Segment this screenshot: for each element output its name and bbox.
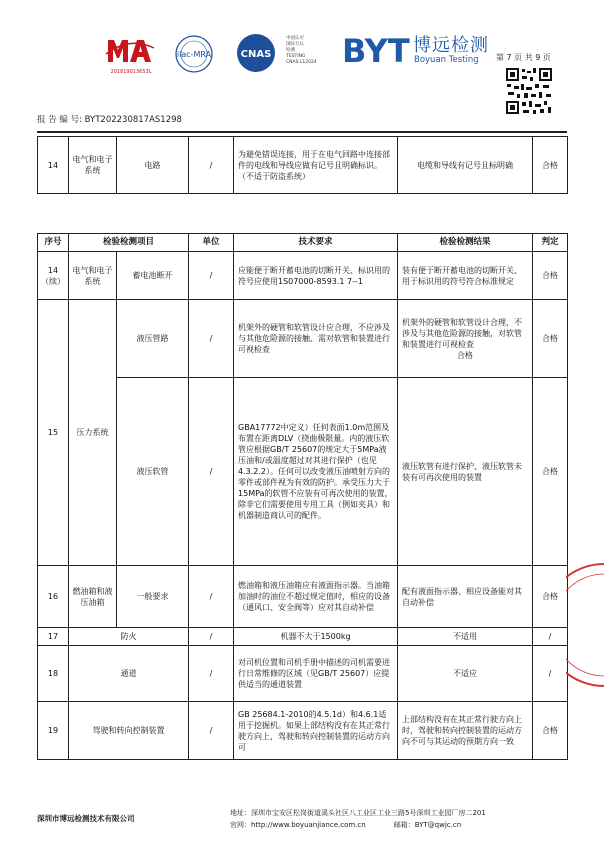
footer-website-email: 官网：http://www.boyuanjiance.com.cn 邮箱：BYT@qwjc.cn <box>230 821 462 829</box>
row-requirement: 对司机位置和司机手册中描述的司机需要进行日常维修的区域（见GB/T 25607）应提供适当的通道装置 <box>234 646 398 702</box>
row-requirement: GBA17772中定义）任何表面1.0m范围及布置在距离DLV（挠曲极限量。内的液压软管应根据GB/T 25607的规定大于5MPa液压油和/或温度超过对其进行保护（也见4.3.2.2）。任何可以改变液压油喷射方向的零件或部件视为有效的防护。承受压力大于15MPa的软管不应装有可再次使用的装置，除非它们需要使用专用工具（例如夹具）和机器制造商认可的配件。 <box>234 378 398 566</box>
row-system: 燃油箱和液压油箱 <box>69 566 117 628</box>
row-unit: / <box>189 378 234 566</box>
row-verdict: 合格 <box>533 702 568 760</box>
row-number: 14 （续） <box>38 252 69 300</box>
row-result: 配有液面指示器、相应设备能对其自动补偿 <box>398 566 533 628</box>
row-verdict: 合格 <box>533 378 568 566</box>
table-row <box>38 646 568 702</box>
row-system: 压力系统 <box>69 300 117 566</box>
footer-company: 深圳市博远检测技术有限公司 <box>37 814 135 823</box>
row-result <box>398 300 533 378</box>
table-row <box>38 300 568 378</box>
row-system: 电气和电子系统 <box>69 252 117 300</box>
row-result: 不适应 <box>398 646 533 702</box>
row-unit: / <box>189 646 234 702</box>
row-item: 一般要求 <box>117 566 189 628</box>
company-name-en: Boyuan Testing <box>414 55 479 65</box>
table-row <box>38 137 568 194</box>
row-number: 19 <box>38 702 69 760</box>
row-result: 不适用 <box>398 628 533 646</box>
byt-logo-text: BYT <box>342 32 410 70</box>
row-number: 15 <box>38 300 69 566</box>
row-number: 18 <box>38 646 69 702</box>
row-system: 电气和电子系统 <box>69 137 117 194</box>
company-name-cn: 博远检测 <box>413 35 489 56</box>
company-seal <box>566 560 604 690</box>
row-item: 驾驶和转向控制装置 <box>69 702 189 760</box>
row-unit: / <box>189 252 234 300</box>
row-item: 电路 <box>117 137 189 194</box>
table-row <box>38 628 568 646</box>
row-verdict: 合格 <box>533 300 568 378</box>
row-result: 液压软管有进行保护、液压软管未装有可再次使用的装置 <box>398 378 533 566</box>
byt-logo <box>342 30 410 70</box>
row-unit: / <box>189 566 234 628</box>
header-verdict: 判定 <box>533 234 568 252</box>
header-requirement: 技术要求 <box>234 234 398 252</box>
row-item: 防火 <box>69 628 189 646</box>
row-unit: / <box>189 137 234 194</box>
table-row <box>38 566 568 628</box>
row-number: 16 <box>38 566 69 628</box>
row-requirement: GB 25684.1-2010的4.5.1d）和4.6.1适用于挖掘机。如果上部结构没有在其正常行驶方向上，驾驶和转向控制装置的运动方向可 <box>234 702 398 760</box>
row-item: 液压软管 <box>117 378 189 566</box>
row-requirement: 为避免错误连接，用于在电气回路中连接部件的电线和导线应做有记号且明确标识。（不适于防盗系统） <box>234 137 398 194</box>
row-verdict: 合格 <box>533 137 568 194</box>
header-item: 检验检测项目 <box>69 234 189 252</box>
row-item: 液压管路 <box>117 300 189 378</box>
ilac-label: ilac-MRA <box>176 50 212 59</box>
row-result-text: 机架外的硬管和软管设计合理，不涉及与其他危险源的接触，对软管和装置进行可视检查 <box>402 317 523 349</box>
row-verdict: 合格 <box>533 566 568 628</box>
table-header-row <box>38 234 568 252</box>
cma-logo <box>104 36 156 66</box>
row-unit: / <box>189 300 234 378</box>
continuation-table <box>37 136 568 194</box>
row-verdict: / <box>533 628 568 646</box>
header-divider <box>37 131 567 133</box>
cnas-subtext: 中国认可 国际互认 检测 TESTING CNAS L12024 <box>286 36 317 65</box>
row-item: 蓄电池断开 <box>117 252 189 300</box>
inspection-table <box>37 233 568 760</box>
page-number: 第 7 页 共 9 页 <box>496 53 551 62</box>
cma-code: 201819013653L <box>110 69 152 75</box>
table-row <box>38 252 568 300</box>
row-requirement: 燃油箱和液压油箱应有液面指示器。当油箱加油时的油位不超过规定值时，相应的设备（通风口、安全阀等）应对其自动补偿 <box>234 566 398 628</box>
report-number: 报 告 编 号: BYT202230817AS1298 <box>37 115 182 125</box>
row-verdict: / <box>533 646 568 702</box>
cnas-logo <box>226 32 286 74</box>
footer-address: 地址：深圳市宝安区松岗街道溪头社区八工业区工业三路5号深圳工业园厂房二201 <box>230 809 486 817</box>
report-header <box>0 0 604 135</box>
cnas-label: CNAS <box>240 49 272 60</box>
table-row <box>38 378 568 566</box>
ilac-mra-logo <box>168 34 220 74</box>
row-requirement: 应能便于断开蓄电池的切断开关、标识用的符号应使用1S07000-8593.1 7--1 <box>234 252 398 300</box>
row-unit: / <box>189 702 234 760</box>
row-number: 17 <box>38 628 69 646</box>
row-number: 14 <box>38 137 69 194</box>
header-result: 检验检测结果 <box>398 234 533 252</box>
row-item: 通道 <box>69 646 189 702</box>
row-result-verdict: 合格 <box>457 350 474 360</box>
row-requirement: 机器不大于1500kg <box>234 628 398 646</box>
table-row <box>38 702 568 760</box>
row-requirement: 机架外的硬管和软管设计应合理，不应涉及与其他危险源的接触、需对软管和装置进行可视检查 <box>234 300 398 378</box>
row-result: 上部结构没有在其正常行驶方向上时，驾驶和转向控制装置的运动方向不可与其运动的预期方向一致 <box>398 702 533 760</box>
row-result: 电缆和导线有记号且标明确 <box>398 137 533 194</box>
header-no: 序号 <box>38 234 69 252</box>
row-verdict: 合格 <box>533 252 568 300</box>
qr-code <box>505 67 553 115</box>
row-result: 装有便于断开蓄电池的切断开关、用于标识用的符号符合标准规定 <box>398 252 533 300</box>
row-unit: / <box>189 628 234 646</box>
header-unit: 单位 <box>189 234 234 252</box>
